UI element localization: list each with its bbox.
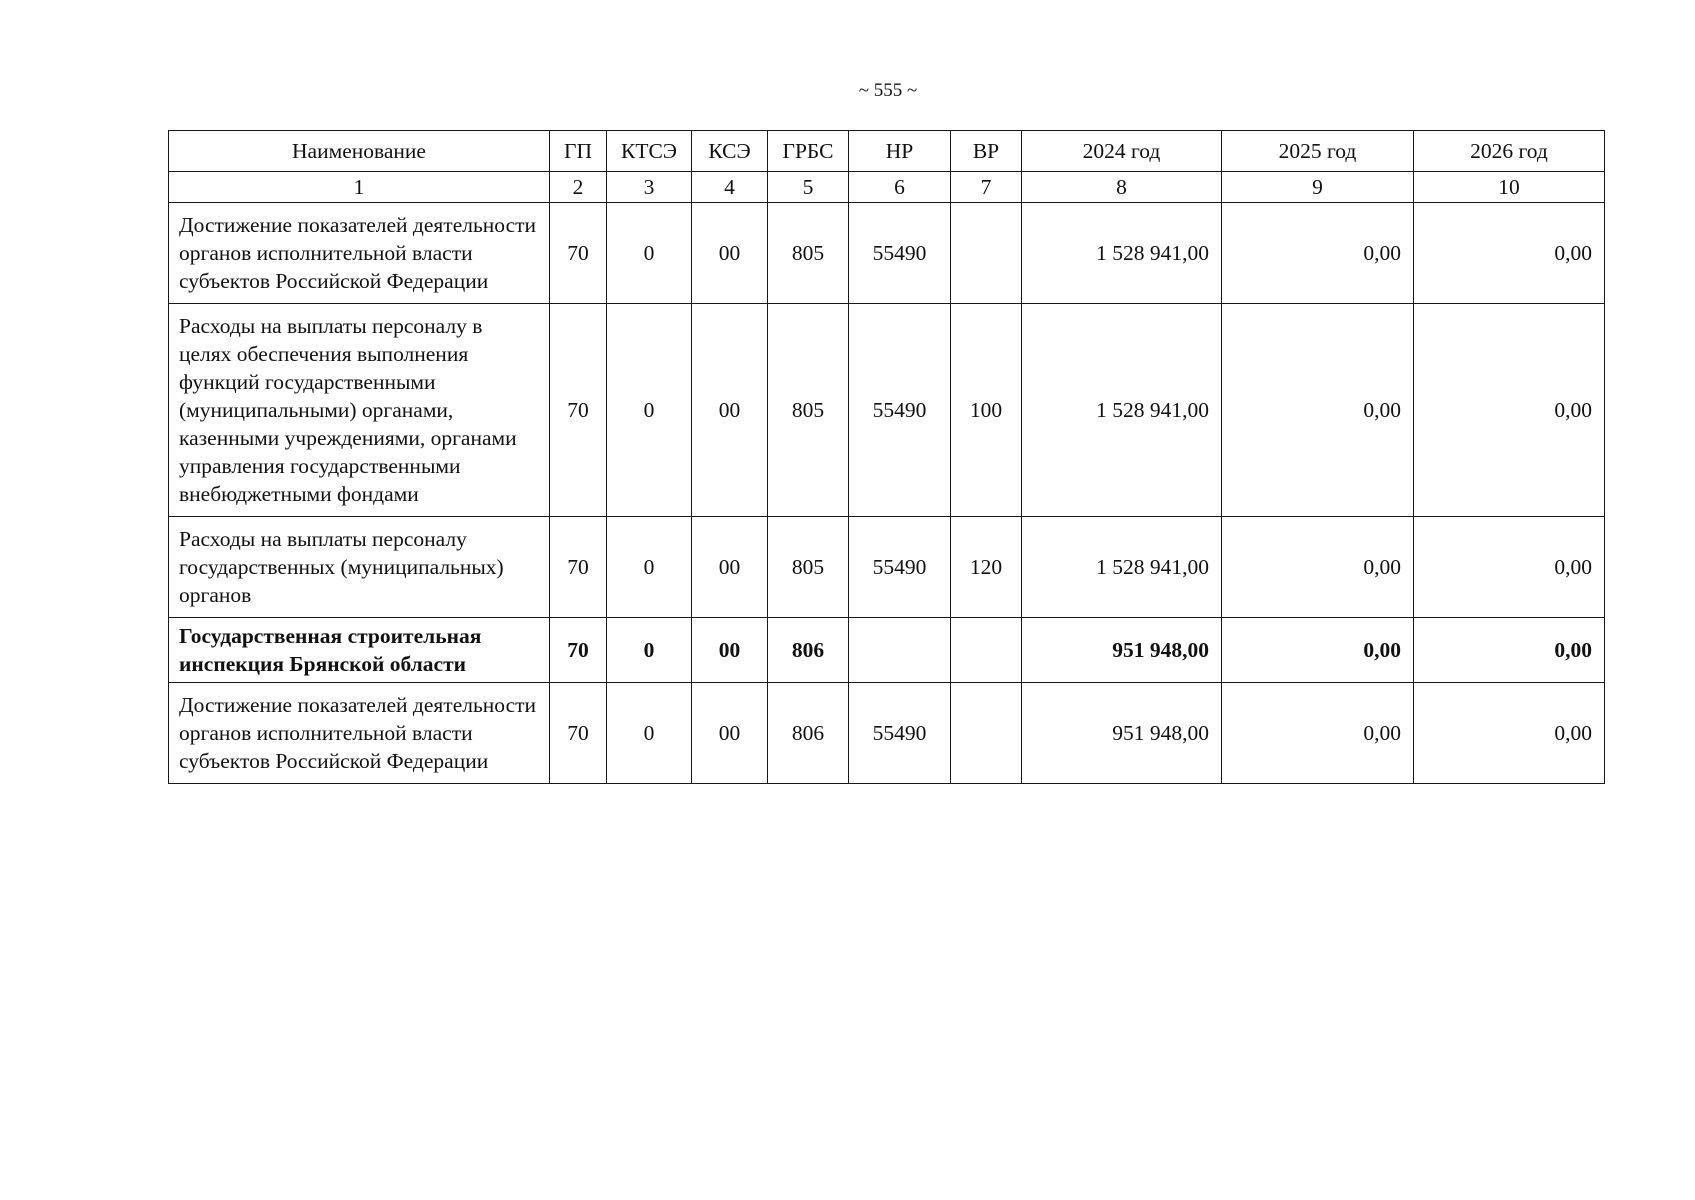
row-2026: 0,00 [1414,304,1605,517]
row-ktse: 0 [607,304,692,517]
column-number: 5 [768,172,849,203]
row-2025: 0,00 [1222,517,1414,618]
header-ktse: КТСЭ [607,131,692,172]
row-ktse: 0 [607,618,692,683]
row-2026: 0,00 [1414,683,1605,784]
row-gp: 70 [550,203,607,304]
row-vr: 120 [951,517,1022,618]
column-number: 4 [692,172,768,203]
row-2024: 951 948,00 [1022,683,1222,784]
row-2025: 0,00 [1222,203,1414,304]
row-nr: 55490 [849,517,951,618]
row-nr [849,618,951,683]
row-gp: 70 [550,304,607,517]
column-number: 1 [169,172,550,203]
header-2024: 2024 год [1022,131,1222,172]
row-ktse: 0 [607,683,692,784]
row-kse: 00 [692,618,768,683]
row-gp: 70 [550,517,607,618]
table-row [169,304,1605,517]
row-vr: 100 [951,304,1022,517]
row-gp: 70 [550,683,607,784]
row-name: Достижение показателей деятельности органов исполнительной власти субъектов Российской Федерации [169,203,550,304]
row-nr: 55490 [849,683,951,784]
header-name: Наименование [169,131,550,172]
row-name: Расходы на выплаты персоналу государственных (муниципальных) органов [169,517,550,618]
row-name: Достижение показателей деятельности органов исполнительной власти субъектов Российской Федерации [169,683,550,784]
row-ktse: 0 [607,517,692,618]
row-vr [951,203,1022,304]
header-vr: ВР [951,131,1022,172]
row-grbs: 805 [768,203,849,304]
row-2025: 0,00 [1222,683,1414,784]
row-vr [951,618,1022,683]
row-2026: 0,00 [1414,517,1605,618]
column-number: 10 [1414,172,1605,203]
row-nr: 55490 [849,304,951,517]
row-kse: 00 [692,304,768,517]
row-2025: 0,00 [1222,304,1414,517]
column-number: 3 [607,172,692,203]
row-ktse: 0 [607,203,692,304]
row-kse: 00 [692,683,768,784]
table-row [169,517,1605,618]
table-row [169,683,1605,784]
row-2024: 1 528 941,00 [1022,517,1222,618]
header-grbs: ГРБС [768,131,849,172]
row-2024: 1 528 941,00 [1022,203,1222,304]
row-name: Расходы на выплаты персоналу в целях обеспечения выполнения функций государственными (муниципальными) органами, казенными учреждениями, органами управления государственными внебюджетными фондами [169,304,550,517]
row-kse: 00 [692,203,768,304]
page-number: ~ 555 ~ [858,80,918,101]
column-number: 7 [951,172,1022,203]
column-number-row [169,172,1605,203]
budget-table [168,130,1605,784]
column-number: 8 [1022,172,1222,203]
row-grbs: 805 [768,517,849,618]
header-2025: 2025 год [1222,131,1414,172]
row-grbs: 806 [768,683,849,784]
row-grbs: 805 [768,304,849,517]
row-kse: 00 [692,517,768,618]
row-name: Государственная строительная инспекция Брянской области [169,618,550,683]
row-2026: 0,00 [1414,203,1605,304]
column-number: 9 [1222,172,1414,203]
row-vr [951,683,1022,784]
header-nr: НР [849,131,951,172]
column-number: 2 [550,172,607,203]
header-gp: ГП [550,131,607,172]
row-2026: 0,00 [1414,618,1605,683]
table-row-summary [169,618,1605,683]
row-gp: 70 [550,618,607,683]
column-number: 6 [849,172,951,203]
table-row [169,203,1605,304]
row-2025: 0,00 [1222,618,1414,683]
header-kse: КСЭ [692,131,768,172]
row-2024: 951 948,00 [1022,618,1222,683]
row-nr: 55490 [849,203,951,304]
header-row [169,131,1605,172]
header-2026: 2026 год [1414,131,1605,172]
row-2024: 1 528 941,00 [1022,304,1222,517]
row-grbs: 806 [768,618,849,683]
